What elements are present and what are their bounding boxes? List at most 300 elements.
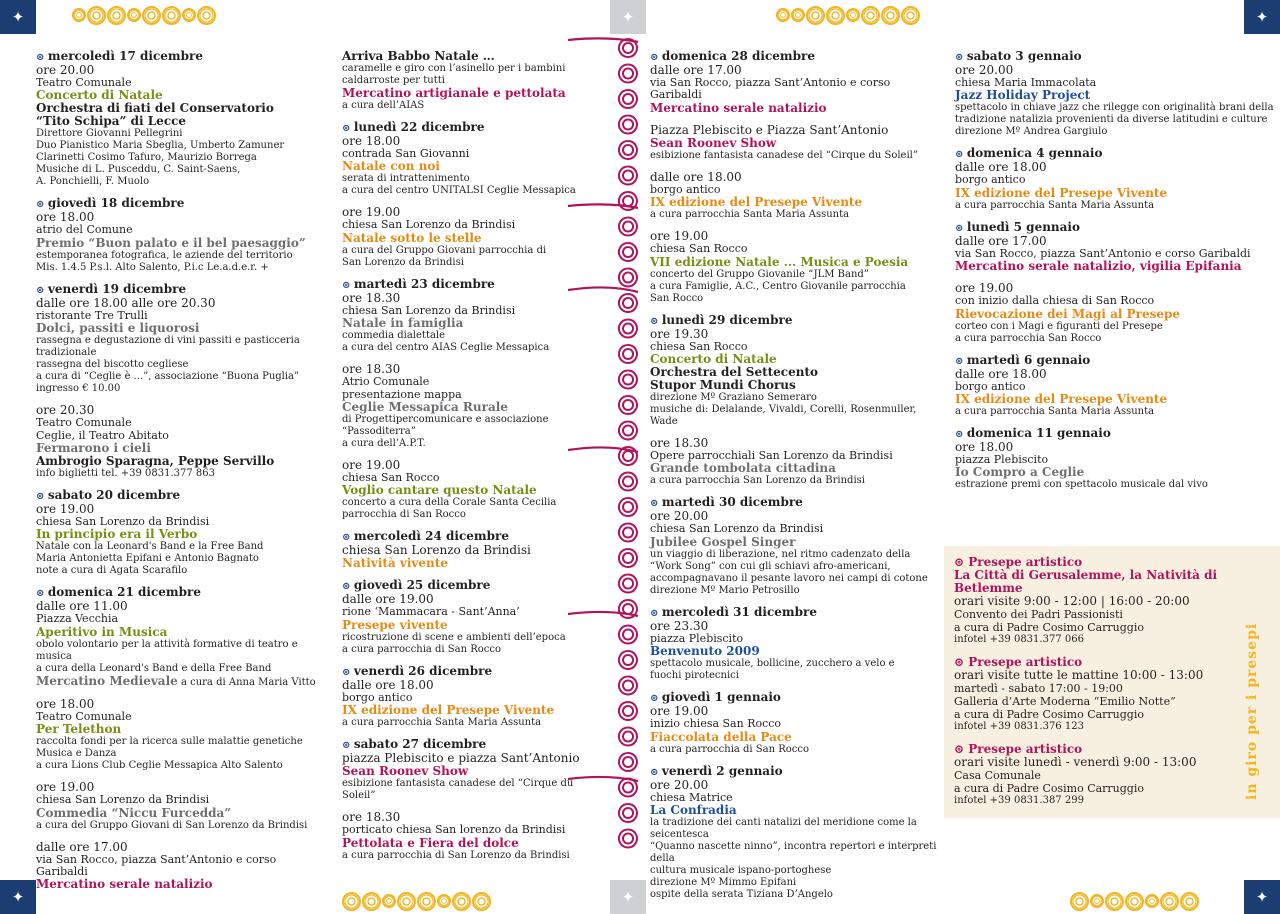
event-title: Mercatino serale natalizio bbox=[650, 100, 827, 115]
event-description: a cura del Gruppo Giovani parrocchia di bbox=[342, 244, 547, 256]
presepe-info: orari visite tutte le mattine 10:00 - 13:00 bbox=[954, 668, 1204, 682]
event-date: ⊚ sabato 27 dicembre bbox=[342, 738, 582, 752]
event-time-place: ore 18.30 bbox=[342, 290, 401, 305]
event-time-place: atrio del Comune bbox=[36, 223, 133, 237]
spiral-ring-icon bbox=[619, 651, 637, 669]
event-extra-line bbox=[36, 675, 326, 689]
event-description: concerto a cura della Corale Santa Cecilia bbox=[342, 497, 557, 509]
presepe-info: Galleria d’Arte Moderna “Emilio Notte” bbox=[954, 695, 1176, 708]
event-date: ⊚ giovedì 25 dicembre bbox=[342, 579, 582, 593]
event-entry bbox=[36, 781, 326, 831]
event-title: Mercatino serale natalizio bbox=[36, 877, 213, 892]
event-date: ⊚ venerdì 2 gennaio bbox=[650, 765, 940, 779]
event-title: La Confradia bbox=[650, 803, 737, 818]
event-date: ⊚ lunedì 5 gennaio bbox=[955, 221, 1275, 235]
event-title: Voglio cantare questo Natale bbox=[342, 483, 537, 498]
event-description: San Rocco bbox=[650, 292, 704, 304]
event-entry bbox=[342, 530, 582, 570]
presepe-info: orari visite lunedì - venerdì 9:00 - 13:00 bbox=[954, 755, 1197, 769]
spiral-ring-icon bbox=[619, 830, 637, 848]
presepe-heading-text: Presepe artistico bbox=[968, 742, 1083, 756]
spiral-ring-icon bbox=[619, 575, 637, 593]
event-time-place: ore 20.30 bbox=[36, 403, 95, 418]
event-description: Maria Antonietta Epifani e Antonio Bagnato bbox=[36, 553, 259, 565]
event-time-place: contrada San Giovanni bbox=[342, 147, 470, 160]
event-description: note a cura di Agata Scarafilo bbox=[36, 565, 188, 577]
event-title: IX edizione del Presepe Vivente bbox=[955, 185, 1168, 200]
presepe-phone: infotel +39 0831.376 123 bbox=[954, 721, 1084, 732]
event-description: a cura del Gruppo Giovani di San Lorenzo da Brindisi bbox=[36, 819, 308, 831]
event-time-place: Teatro Comunale bbox=[36, 709, 132, 723]
event-description: a cura dell’A.P.T. bbox=[342, 438, 426, 450]
presepe-entry bbox=[954, 556, 1280, 646]
event-time-place: ore 19.00 bbox=[650, 704, 709, 719]
event-entry bbox=[650, 171, 940, 221]
presepi-box bbox=[944, 546, 1280, 818]
event-title: Fiaccolata della Pace bbox=[650, 729, 792, 744]
event-date: ⊚ giovedì 18 dicembre bbox=[36, 197, 326, 211]
presepe-title: La Città di Gerusalemme, la Natività di Betlemme bbox=[954, 568, 1218, 595]
event-time-place: dalle ore 18.00 bbox=[342, 677, 434, 692]
presepe-phone: infotel +39 0831.377 066 bbox=[954, 634, 1084, 645]
event-title: Presepe vivente bbox=[342, 617, 448, 632]
event-date: ⊚ lunedì 29 dicembre bbox=[650, 314, 940, 328]
event-date: ⊚ giovedì 1 gennaio bbox=[650, 691, 940, 705]
event-description: direzione Mº Mario Petrosillo bbox=[650, 584, 800, 596]
presepe-info: a cura di Padre Cosimo Carruggio bbox=[954, 782, 1144, 795]
spiral-ring-icon-row bbox=[342, 888, 491, 914]
event-date: ⊚ domenica 21 dicembre bbox=[36, 586, 326, 600]
event-description: Duo Pianistico Maria Sbeglia, Umberto Zamuner bbox=[36, 140, 285, 152]
presepe-info: a cura di Padre Cosimo Carruggio bbox=[954, 621, 1144, 634]
event-description: Clarinetti Cosimo Tafuro, Maurizio Borrega bbox=[36, 152, 257, 164]
event-title: Ambrogio Sparagna, Peppe Servillo bbox=[36, 454, 275, 469]
spiral-ring-icon bbox=[619, 473, 637, 491]
event-description: caldarroste per tutti bbox=[342, 75, 445, 86]
event-time-place: chiesa Matrice bbox=[650, 790, 733, 804]
event-title: Rievocazione dei Magi al Presepe bbox=[955, 306, 1180, 321]
presepe-info: orari visite 9:00 - 12:00 | 16:00 - 20:00 bbox=[954, 594, 1190, 608]
event-description: a cura parrocchia Santa Maria Assunta bbox=[342, 717, 542, 729]
event-time-place: ore 20.00 bbox=[955, 63, 1014, 77]
event-entry bbox=[650, 691, 940, 755]
event-title: “Tito Schipa” di Lecce bbox=[36, 114, 187, 129]
event-entry bbox=[650, 437, 940, 487]
event-description: rassegna e degustazione di vini passiti e pasticceria tradizionale bbox=[36, 335, 300, 359]
event-title: IX edizione del Presepe Vivente bbox=[955, 392, 1168, 407]
presepe-phone: infotel +39 0831.387 299 bbox=[954, 795, 1084, 806]
dancer-icon: ✦ bbox=[1244, 0, 1280, 34]
event-time-place: Piazza Vecchia bbox=[36, 612, 119, 626]
event-time-place: ore 19.00 bbox=[650, 229, 709, 244]
event-time-place: Opere parrocchiali San Lorenzo da Brindisi bbox=[650, 449, 893, 463]
event-entry bbox=[36, 841, 326, 892]
column-2 bbox=[342, 50, 582, 871]
event-title: In principio era il Verbo bbox=[36, 527, 198, 542]
event-time-place: dalle ore 17.00 bbox=[650, 63, 742, 77]
event-entry bbox=[650, 765, 940, 901]
event-date: ⊚ martedì 23 dicembre bbox=[342, 278, 582, 292]
event-date: ⊚ domenica 4 gennaio bbox=[955, 147, 1275, 161]
event-time-place: con inizio dalla chiesa di San Rocco bbox=[955, 294, 1155, 308]
event-title: Orchestra di fiati del Conservatorio bbox=[36, 101, 274, 116]
event-time-place: borgo antico bbox=[955, 173, 1026, 187]
event-description: obolo volontario per la attività formative di teatro e musica bbox=[36, 638, 298, 662]
event-title: Fermarono i cieli bbox=[36, 441, 151, 456]
event-description: a cura parrocchia di San Lorenzo da Brindisi bbox=[342, 849, 570, 861]
event-time-place: Atrio Comunale bbox=[342, 375, 430, 389]
event-description: a cura del centro UNITALSI Ceglie Messapica bbox=[342, 185, 576, 197]
event-description: a cura parrocchia di San Rocco bbox=[650, 743, 810, 755]
event-time-place: ore 18.00 bbox=[342, 134, 401, 148]
event-description: a cura di “Ceglie è ...”, associazione “Buona Puglia” bbox=[36, 371, 300, 383]
event-time-place: dalle ore 18.00 bbox=[955, 366, 1047, 381]
event-time-place: dalle ore 17.00 bbox=[955, 233, 1047, 248]
event-date: ⊚ martedì 6 gennaio bbox=[955, 354, 1275, 368]
column-4 bbox=[955, 50, 1275, 500]
event-description: serata di intrattenimento bbox=[342, 173, 470, 185]
spiral-ring-icon bbox=[619, 728, 637, 746]
event-entry bbox=[650, 606, 940, 682]
event-title: Dolci, passiti e liquorosi bbox=[36, 321, 200, 336]
event-title: Arriva Babbo Natale … bbox=[342, 49, 495, 63]
spiral-ring-icon bbox=[619, 345, 637, 363]
event-time-place: chiesa San Lorenzo da Brindisi bbox=[342, 543, 531, 558]
event-title: Jazz Holiday Project bbox=[955, 88, 1091, 103]
event-time-place: ore 18.00 bbox=[36, 696, 95, 711]
event-title: Mercatino serale natalizio, vigilia Epifania bbox=[955, 259, 1242, 274]
event-description: a cura Lions Club Ceglie Messapica Alto Salento bbox=[36, 760, 283, 772]
event-time-place: dalle ore 18.00 alle ore 20.30 bbox=[36, 295, 216, 310]
event-date: ⊚ venerdì 19 dicembre bbox=[36, 283, 326, 297]
presepe-info: Convento dei Padri Passionisti bbox=[954, 608, 1123, 621]
event-time-place: borgo antico bbox=[955, 379, 1026, 393]
spiral-ring-icon bbox=[619, 65, 637, 83]
side-label: in giro per i presepi bbox=[1244, 622, 1260, 800]
presepe-heading: ⊚ Presepe artistico bbox=[954, 555, 1083, 569]
event-title: Per Telethon bbox=[36, 722, 122, 737]
event-time-place: ore 19.00 bbox=[955, 281, 1014, 296]
event-title: Natività vivente bbox=[342, 556, 448, 571]
event-description: A. Ponchielli, F. Muolo bbox=[36, 176, 150, 188]
spiral-ring-icon-row bbox=[72, 2, 216, 28]
spiral-ring-icon bbox=[619, 626, 637, 644]
event-title: Commedia “Niccu Furcedda” bbox=[36, 805, 232, 820]
event-entry bbox=[342, 278, 582, 354]
event-time-place: ore 18.30 bbox=[342, 362, 401, 377]
event-time-place: Piazza Plebiscito e Piazza Sant’Antonio bbox=[650, 122, 889, 137]
event-extra: Mercatino Medievale bbox=[36, 673, 178, 688]
event-description: estrazione premi con spettacolo musicale dal vivo bbox=[955, 479, 1208, 491]
event-date: ⊚ sabato 3 gennaio bbox=[955, 50, 1275, 64]
event-date: ⊚ sabato 20 dicembre bbox=[36, 489, 326, 503]
event-entry bbox=[342, 811, 582, 861]
event-description: esibizione fantasista canadese del “Cirque du Soleil” bbox=[650, 149, 918, 161]
spiral-ring-icon bbox=[619, 243, 637, 261]
event-description: a cura dell’AIAS bbox=[342, 100, 425, 111]
presepe-info: martedì - sabato 17:00 - 19:00 bbox=[954, 682, 1123, 695]
spiral-ring-icon bbox=[619, 320, 637, 338]
event-entry bbox=[650, 124, 940, 162]
presepe-heading-text: Presepe artistico bbox=[968, 555, 1083, 569]
event-time-place: ore 19.30 bbox=[650, 326, 709, 341]
event-entry bbox=[342, 459, 582, 521]
event-time-place: piazza Plebiscito bbox=[955, 453, 1049, 467]
event-time-place: ore 19.00 bbox=[342, 458, 401, 473]
event-description: a cura parrocchia Santa Maria Assunta bbox=[650, 209, 850, 221]
event-entry bbox=[650, 314, 940, 428]
event-description: caramelle e giro con l’asinello per i bambini bbox=[342, 63, 566, 74]
event-time-place: chiesa San Lorenzo da Brindisi bbox=[36, 793, 210, 807]
event-title: Sean Roonev Show bbox=[650, 135, 777, 150]
event-time-place: Teatro Comunale bbox=[36, 416, 132, 430]
dancer-icon: ✦ bbox=[0, 880, 36, 914]
spiral-ring-icon-row bbox=[776, 2, 920, 28]
event-entry bbox=[955, 147, 1275, 211]
event-time-place: ore 18.30 bbox=[342, 810, 401, 825]
event-description: ospite della serata Tiziana D’Angelo bbox=[650, 889, 833, 901]
event-description: a cura parrocchia Santa Maria Assunta bbox=[955, 199, 1155, 211]
event-entry bbox=[36, 197, 326, 273]
column-3 bbox=[650, 50, 940, 910]
event-entry bbox=[650, 50, 940, 115]
event-time-place: Ceglie, il Teatro Abitato bbox=[36, 428, 169, 442]
event-time-place: chiesa San Lorenzo da Brindisi bbox=[36, 515, 210, 529]
event-entry bbox=[342, 738, 582, 802]
event-description: Direttore Giovanni Pellegrini bbox=[36, 128, 183, 140]
event-time-place: via San Rocco, piazza Sant’Antonio e corso Garibaldi bbox=[955, 246, 1251, 260]
spiral-ring-icon bbox=[619, 371, 637, 389]
event-description: un viaggio di liberazione, nel ritmo cadenzato della bbox=[650, 548, 911, 560]
event-entry bbox=[955, 427, 1275, 491]
event-time-place: ore 18.00 bbox=[36, 210, 95, 225]
event-description: Natale con la Leonard's Band e la Free Band bbox=[36, 541, 264, 553]
event-entry bbox=[36, 489, 326, 577]
event-time-place: chiesa San Rocco bbox=[342, 471, 440, 485]
event-description: “Quanno nascette ninno”, incontra repertori e interpreti della bbox=[650, 841, 937, 865]
event-time-place: ore 18.00 bbox=[955, 440, 1014, 455]
event-entry bbox=[342, 579, 582, 655]
event-title: Grande tombolata cittadina bbox=[650, 461, 836, 476]
event-time-place: rione ‘Mammacara - Sant’Anna’ bbox=[342, 605, 520, 619]
event-time-place: chiesa San Lorenzo da Brindisi bbox=[342, 303, 516, 317]
event-date: ⊚ mercoledì 31 dicembre bbox=[650, 606, 940, 620]
presepe-entry bbox=[954, 743, 1280, 807]
presepe-entry bbox=[954, 656, 1280, 733]
presepe-heading: ⊚ Presepe artistico bbox=[954, 742, 1083, 756]
event-entry bbox=[650, 496, 940, 596]
event-description: concerto del Gruppo Giovanile “JLM Band” bbox=[650, 268, 869, 280]
event-title: Concerto di Natale bbox=[650, 352, 777, 367]
event-title: Pettolata e Fiera del dolce bbox=[342, 835, 519, 850]
spiral-ring-icon bbox=[619, 422, 637, 440]
event-description: direzione Mº Graziano Semeraro bbox=[650, 392, 817, 404]
event-description: ingresso € 10.00 bbox=[36, 383, 121, 395]
event-time-place: dalle ore 18.00 bbox=[650, 169, 742, 184]
event-date: ⊚ venerdì 26 dicembre bbox=[342, 665, 582, 679]
event-extra: a cura di Anna Maria Vitto bbox=[177, 676, 316, 688]
presepe-info: a cura di Padre Cosimo Carruggio bbox=[954, 708, 1144, 721]
event-description: fuochi pirotecnici bbox=[650, 670, 739, 682]
event-entry bbox=[36, 586, 326, 688]
event-date: ⊚ domenica 11 gennaio bbox=[955, 427, 1275, 441]
spiral-ring-icon bbox=[619, 753, 637, 771]
event-entry bbox=[342, 363, 582, 450]
event-title: Io Compro a Ceglie bbox=[955, 465, 1085, 480]
event-description: tradizione natalizia provenienti da diverse latitudini e culture bbox=[955, 114, 1268, 126]
event-entry bbox=[36, 50, 326, 188]
presepe-heading: ⊚ Presepe artistico bbox=[954, 655, 1083, 669]
event-entry bbox=[955, 50, 1275, 138]
event-time-place: Teatro Comunale bbox=[36, 76, 132, 89]
presepe-heading-text: Presepe artistico bbox=[968, 655, 1083, 669]
event-title: Aperitivo in Musica bbox=[36, 624, 168, 639]
event-date: ⊚ lunedì 22 dicembre bbox=[342, 121, 582, 135]
event-description: a cura parrocchia Santa Maria Assunta bbox=[955, 406, 1155, 418]
event-description: estemporanea fotografica, le aziende del territorio bbox=[36, 249, 293, 261]
event-entry bbox=[342, 206, 582, 268]
event-time-place: chiesa San Rocco bbox=[650, 242, 748, 256]
event-time-place: presentazione mappa bbox=[342, 387, 462, 401]
presepe-info: Casa Comunale bbox=[954, 769, 1041, 782]
event-description: Mis. 1.4.5 P.s.l. Alto Salento, P.i.c Le.a.d.e.r. + bbox=[36, 261, 269, 273]
spiral-ring-icon-row bbox=[1070, 888, 1199, 914]
event-time-place: ore 19.00 bbox=[36, 502, 95, 517]
event-date: ⊚ domenica 28 dicembre bbox=[650, 50, 940, 64]
event-entry bbox=[955, 282, 1275, 344]
event-description: a cura parrocchia San Lorenzo da Brindisi bbox=[650, 475, 865, 487]
spiral-ring-icon bbox=[619, 39, 637, 847]
event-description: “Work Song” con cui gli schiavi afro-americani, bbox=[650, 560, 891, 572]
event-entry bbox=[650, 230, 940, 304]
column-1 bbox=[36, 50, 326, 900]
event-description: esibizione fantasista canadese del “Cirque du Soleil” bbox=[342, 778, 574, 802]
event-title: Sean Roonev Show bbox=[342, 764, 469, 779]
event-title: Benvenuto 2009 bbox=[650, 644, 760, 659]
event-description: di Progettipercomunicare e associazione “Passoditerra” bbox=[342, 414, 549, 438]
event-entry bbox=[342, 121, 582, 197]
spiral-ring-icon bbox=[619, 396, 637, 414]
event-time-place: ore 20.00 bbox=[650, 509, 709, 524]
spiral-ring-icon bbox=[619, 702, 637, 720]
event-description: a cura parrocchia San Rocco bbox=[955, 332, 1102, 344]
event-description: cultura musicale ispano-portoghese bbox=[650, 865, 832, 877]
event-description: raccolta fondi per la ricerca sulle malattie genetiche bbox=[36, 736, 303, 748]
event-time-place: chiesa San Rocco bbox=[650, 339, 748, 353]
event-entry bbox=[36, 283, 326, 395]
event-date: ⊚ mercoledì 24 dicembre bbox=[342, 530, 582, 544]
dancer-icon: ✦ bbox=[610, 0, 646, 34]
event-description: a cura del centro AIAS Ceglie Messapica bbox=[342, 342, 550, 354]
event-description: spettacolo musicale, bollicine, zucchero a velo e bbox=[650, 658, 895, 670]
spiral-ring-icon bbox=[619, 39, 637, 57]
event-time-place: ore 19.00 bbox=[36, 780, 95, 795]
event-description: musiche di: Delalande, Vivaldi, Corelli, Rosenmuller, Wade bbox=[650, 404, 917, 428]
event-time-place: chiesa Maria Immacolata bbox=[955, 76, 1097, 89]
event-description: commedia dialettale bbox=[342, 330, 446, 342]
event-time-place: via San Rocco, piazza Sant’Antonio e corso Garibaldi bbox=[36, 852, 277, 879]
dancer-icon: ✦ bbox=[1244, 880, 1280, 914]
event-title: Concerto di Natale bbox=[36, 88, 163, 103]
event-time-place: piazza Plebiscito bbox=[650, 631, 744, 645]
event-description: info biglietti tel. +39 0831.377 863 bbox=[36, 468, 216, 480]
event-description: la tradizione dei canti natalizi del meridione come la seicentesca bbox=[650, 817, 917, 841]
spiral-ring-icon bbox=[619, 116, 637, 134]
spiral-ring-icon bbox=[619, 141, 637, 159]
spiral-ring-icon bbox=[619, 167, 637, 185]
event-title: Mercatino artigianale e pettolata bbox=[342, 86, 566, 100]
spiral-ring-icon bbox=[619, 218, 637, 236]
event-time-place: inizio chiesa San Rocco bbox=[650, 717, 782, 731]
spiral-ring-icon bbox=[619, 549, 637, 567]
spiral-ring-icon bbox=[619, 269, 637, 287]
event-title: Premio “Buon palato e il bel paesaggio” bbox=[36, 235, 306, 250]
event-entry bbox=[36, 698, 326, 772]
event-time-place: ore 19.00 bbox=[342, 205, 401, 220]
event-description: a cura Famiglie, A.C., Centro Giovanile parrocchia bbox=[650, 280, 906, 292]
event-time-place: ore 23.30 bbox=[650, 618, 709, 633]
event-title: VII edizione Natale ... Musica e Poesia bbox=[650, 254, 909, 269]
event-description: parrocchia di San Rocco bbox=[342, 509, 466, 521]
event-description: spettacolo in chiave jazz che rilegge con originalità brani della bbox=[955, 102, 1274, 114]
event-title: IX edizione del Presepe Vivente bbox=[342, 703, 555, 718]
event-title: Natale in famiglia bbox=[342, 316, 464, 331]
event-description: ricostruzione di scene e ambienti dell’epoca bbox=[342, 631, 566, 643]
event-title: Jubilee Gospel Singer bbox=[650, 534, 796, 549]
event-description: Musiche di L. Pusceddu, C. Saint-Saens, bbox=[36, 164, 241, 176]
event-title: Ceglie Messapica Rurale bbox=[342, 400, 508, 415]
event-description: San Lorenzo da Brindisi bbox=[342, 256, 464, 268]
event-entry bbox=[342, 50, 582, 112]
spiral-ring-icon bbox=[619, 498, 637, 516]
event-title: Natale con noi bbox=[342, 159, 440, 174]
dancer-icon: ✦ bbox=[610, 880, 646, 914]
event-time-place: dalle ore 17.00 bbox=[36, 839, 128, 854]
event-entry bbox=[955, 221, 1275, 273]
event-description: a cura della Leonard's Band e della Free Band bbox=[36, 662, 272, 674]
dancer-icon: ✦ bbox=[0, 0, 36, 34]
event-time-place: borgo antico bbox=[650, 182, 721, 196]
event-time-place: dalle ore 11.00 bbox=[36, 599, 128, 614]
event-description: a cura parrocchia di San Rocco bbox=[342, 643, 502, 655]
event-time-place: dalle ore 18.00 bbox=[955, 160, 1047, 175]
event-time-place: dalle ore 19.00 bbox=[342, 592, 434, 607]
event-description: rassegna del biscotto cegliese bbox=[36, 359, 189, 371]
spiral-ring-icon bbox=[619, 804, 637, 822]
event-description: direzione Mº Andrea Gargiulo bbox=[955, 126, 1108, 138]
event-title: Orchestra del Settecento bbox=[650, 365, 819, 380]
spiral-ring-icon bbox=[619, 90, 637, 108]
spiral-ring-icon bbox=[619, 524, 637, 542]
event-description: corteo con i Magi e figuranti del Presepe bbox=[955, 320, 1163, 332]
event-time-place: piazza Plebiscito e piazza Sant’Antonio bbox=[342, 751, 580, 766]
event-title: Stupor Mundi Chorus bbox=[650, 378, 796, 393]
event-time-place: ore 20.00 bbox=[650, 777, 709, 792]
event-time-place: porticato chiesa San lorenzo da Brindisi bbox=[342, 823, 566, 837]
event-title: IX edizione del Presepe Vivente bbox=[650, 195, 863, 210]
event-time-place: chiesa San Lorenzo da Brindisi bbox=[650, 522, 824, 536]
spiral-ring-icon bbox=[619, 779, 637, 797]
event-time-place: ore 18.30 bbox=[650, 436, 709, 451]
event-title: Natale sotto le stelle bbox=[342, 230, 482, 245]
event-date: ⊚ martedì 30 dicembre bbox=[650, 496, 940, 510]
spiral-ring-icon bbox=[619, 600, 637, 618]
event-entry bbox=[342, 665, 582, 729]
event-time-place: borgo antico bbox=[342, 690, 413, 704]
event-time-place: ristorante Tre Trulli bbox=[36, 308, 148, 322]
event-date: ⊚ mercoledì 17 dicembre bbox=[36, 50, 326, 64]
spiral-ring-icon bbox=[619, 294, 637, 312]
